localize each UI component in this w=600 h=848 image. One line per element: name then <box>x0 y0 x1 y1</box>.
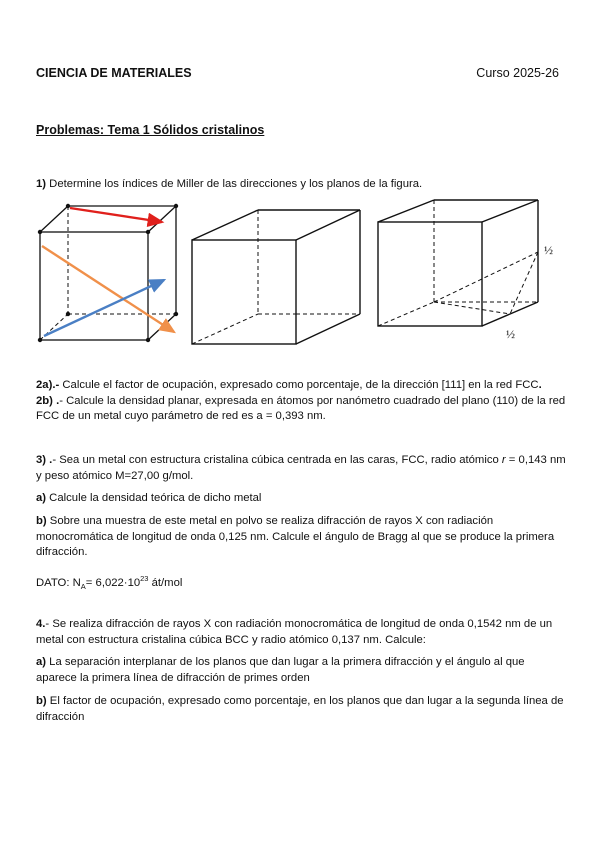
problem-3b-text: Sobre una muestra de este metal en polvo se realiza difracción de rayos X con radiación monocromática de longitud de onda 0,125 nm. Calcule el ángulo de Bragg al que se produce la primera difracción. <box>36 515 555 558</box>
plane-cube-figure-1 <box>188 196 368 354</box>
problem-4b-number: b) <box>36 695 47 707</box>
problem-3-intro-text-a: - Sea un metal con estructura cristalina cúbica centrada en las caras, FCC, radio atómico <box>52 454 502 466</box>
directions-cube-figure <box>30 196 188 348</box>
problem-4-intro-text: - Se realiza difracción de rayos X con radiación monocromática de longitud de onda 0,1542 nm de un metal con estructura cristalina cúbica BCC y radio atómico 0,137 nm. Calcule: <box>36 618 553 646</box>
problem-1 <box>36 177 568 193</box>
problem-3-intro <box>36 453 568 484</box>
problem-2a-period: . <box>538 379 542 391</box>
problem-4b <box>36 694 568 725</box>
problem-2a-number: 2a).- <box>36 379 60 391</box>
dato-unit: át/mol <box>148 576 183 589</box>
half-label-bottom: ½ <box>506 327 515 341</box>
problem-3-intro-text-b: = 0,143 nm y peso atómico M=27,00 g/mol. <box>36 454 566 482</box>
red-direction-arrow <box>70 208 162 222</box>
problem-3-number: 3) . <box>36 454 53 466</box>
problem-4a-text: La separación interplanar de los planos que dan lugar a la primera difracción y el ángulo al que aparece la primera línea de difracción de primes orden <box>36 656 525 684</box>
problem-3a <box>36 491 568 507</box>
document-title: CIENCIA DE MATERIALES <box>36 66 192 80</box>
problem-1-number: 1) <box>36 178 47 190</box>
data-constant <box>36 571 568 595</box>
section-title: Problemas: Tema 1 Sólidos cristalinos <box>36 123 265 137</box>
cube3-front-face <box>378 222 482 326</box>
problem-4-number: 4. <box>36 618 46 630</box>
problem-3a-text: Calcule la densidad teórica de dicho metal <box>46 492 262 504</box>
problem-3a-number: a) <box>36 492 47 504</box>
problem-3b-number: b) <box>36 515 47 527</box>
problem-2 <box>36 378 568 425</box>
blue-direction-arrow <box>44 280 164 336</box>
cube2-front-face <box>192 240 296 344</box>
problem-4a <box>36 655 568 686</box>
problem-4-intro <box>36 617 568 648</box>
radius-symbol: r <box>501 454 506 466</box>
problem-2b-number: 2b) . <box>36 394 60 407</box>
problem-2b <box>36 394 568 425</box>
dato-prefix: DATO: N <box>36 576 81 589</box>
problem-2a <box>36 378 568 394</box>
cube-front-face <box>40 232 148 340</box>
problem-4b-text: El factor de ocupación, expresado como porcentaje, en los planos que dan lugar a la segunda línea de difracción <box>36 695 564 723</box>
problem-1-text: Determine los índices de Miller de las direcciones y los planos de la figura. <box>46 178 423 190</box>
course-label: Curso 2025-26 <box>476 66 559 80</box>
plane-cube-figure-2 <box>372 196 568 348</box>
problem-3b <box>36 514 568 561</box>
dato-exponent: 23 <box>140 574 149 583</box>
problem-4a-number: a) <box>36 656 47 668</box>
dato-value: = 6,022·10 <box>85 576 141 589</box>
problem-2a-text: Calcule el factor de ocupación, expresado como porcentaje, de la dirección [111] en la red FCC <box>59 379 539 391</box>
half-label-right: ½ <box>544 243 553 257</box>
problem-2b-text: - Calcule la densidad planar, expresada en átomos por nanómetro cuadrado del plano (110) de la red FCC de un metal cuyo parámetro de red es a = 0,393 nm. <box>36 394 566 422</box>
dato-subscript: A <box>80 582 86 592</box>
